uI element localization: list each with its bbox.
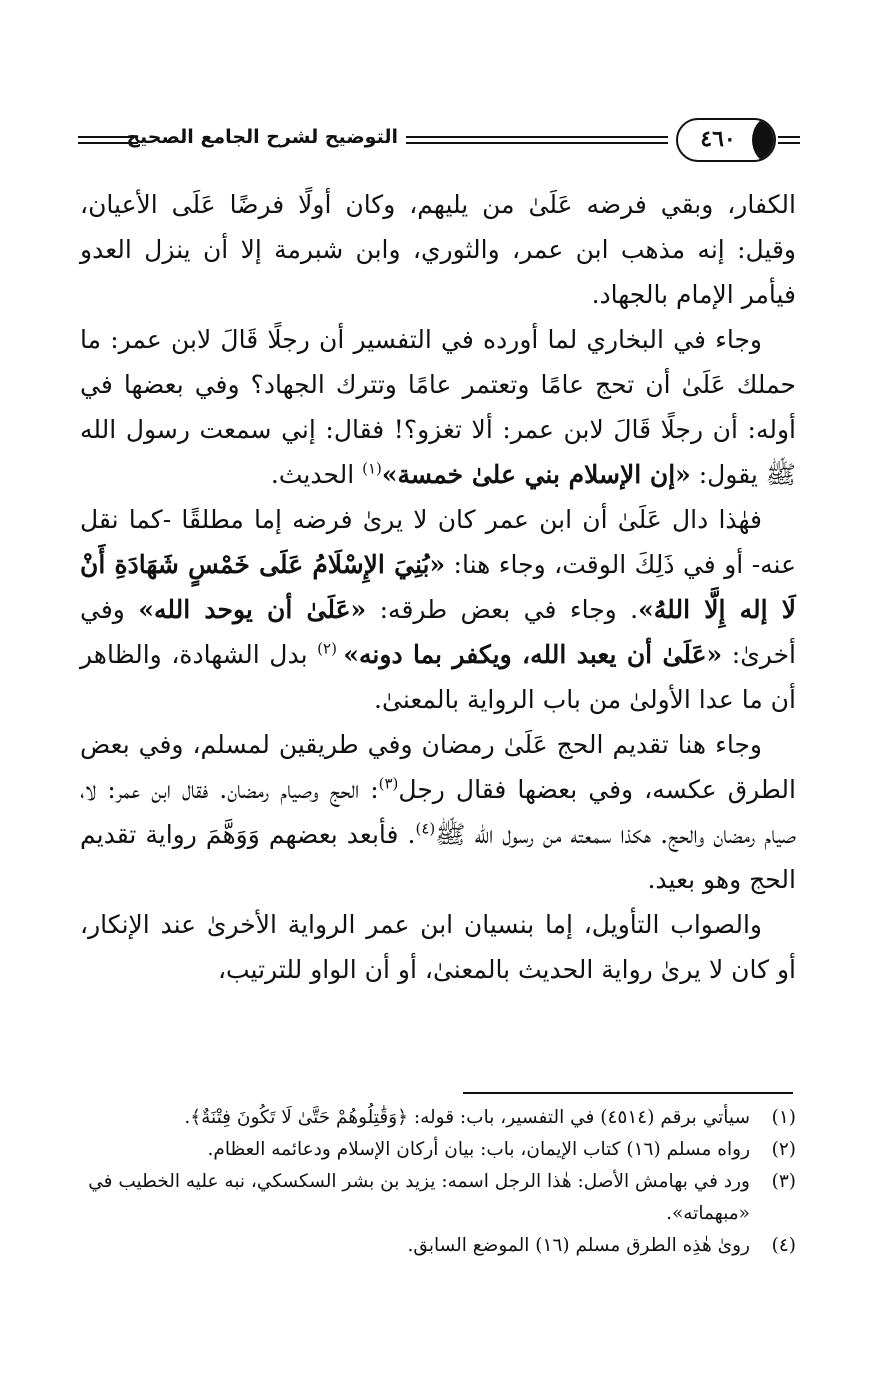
paragraph-3: [80, 497, 796, 722]
footnote-text: رواه مسلم (١٦) كتاب الإيمان، باب: بيان أركان الإسلام ودعائمه العظام.: [207, 1139, 750, 1160]
paragraph-2-text-b: الحديث.: [270, 460, 363, 489]
footnote-ref-4[interactable]: (٤): [415, 819, 436, 838]
hadith-quote-4: «عَلَىٰ أن يعبد الله، ويكفر بما دونه»: [343, 640, 723, 669]
paragraph-5: [80, 902, 796, 992]
main-text: [80, 182, 796, 992]
footnote-number: (٤): [771, 1235, 796, 1256]
paragraph-1: [80, 182, 796, 317]
footnote-text: سيأتي برقم (٤٥١٤) في التفسير، باب: قوله: ﴿وَقَٰتِلُوهُمْ حَتَّىٰ لَا تَكُونَ فِتْنَةٌ﴾.: [184, 1107, 750, 1128]
footnote-ref-3[interactable]: (٣): [378, 774, 399, 793]
footnote-4: [80, 1230, 796, 1262]
paragraph-4-text-a: وجاء هنا تقديم الحج عَلَىٰ رمضان وفي طريقين لمسلم، وفي بعض الطرق عكسه، وفي بعضها فقال رجل: [80, 730, 796, 804]
hadith-quote-1: «إن الإسلام بني علىٰ خمسة»: [381, 460, 691, 489]
page-number-badge: [676, 118, 776, 162]
footnote-separator: [463, 1092, 793, 1094]
footnote-2: [80, 1134, 796, 1166]
paragraph-3-text-b: . وجاء في بعض طرقه:: [366, 595, 639, 624]
footnote-1: [80, 1102, 796, 1134]
page-number: ٤٦٠: [700, 126, 736, 152]
paragraph-4-text-b: : الحج وصيام رمضان. فقال ابن عمر: لا، صيام رمضان والحج. هكذا سمعته من رسول الله ﷺ: [80, 775, 796, 849]
badge-ornament: [752, 118, 776, 162]
footnote-number: (١): [771, 1107, 796, 1128]
footnote-text: روىٰ هٰذِه الطرق مسلم (١٦) الموضع السابق.: [407, 1235, 750, 1256]
paragraph-3-text-d: بدل الشهادة، والظاهر أن ما عدا الأولىٰ من باب الرواية بالمعنىٰ.: [80, 640, 796, 714]
running-title: التوضيح لشرح الجامع الصحيح: [126, 126, 398, 148]
footnote-3: [80, 1166, 796, 1230]
paragraph-1-text: الكفار، وبقي فرضه عَلَىٰ من يليهم، وكان أولًا فرضًا عَلَى الأعيان، وقيل: إنه مذهب ابن عمر، والثوري، وابن شبرمة إلا أن ينزل العدو فيأمر الإمام بالجهاد.: [80, 190, 796, 309]
hadith-quote-3: «عَلَىٰ أن يوحد الله»: [138, 595, 367, 624]
paragraph-4: [80, 722, 796, 902]
footnote-number: (٢): [771, 1139, 796, 1160]
paragraph-4-text-c: . فأبعد بعضهم وَوَهَّمَ رواية تقديم الحج وهو بعيد.: [80, 820, 796, 894]
footnote-number: (٣): [771, 1171, 796, 1192]
hadith-quote-2: «بُنِيَ الإِسْلَامُ عَلَى خَمْسٍ شَهَادَةِ أَنْ لَا إله إِلَّا اللهُ»: [80, 550, 797, 624]
footnote-ref-1[interactable]: (١): [362, 459, 382, 478]
footnote-text: ورد في بهامش الأصل: هٰذا الرجل اسمه: يزيد بن بشر السكسكي، نبه عليه الخطيب في «مبهماته».: [88, 1171, 750, 1224]
paragraph-2-text-a: وجاء في البخاري لما أورده في التفسير أن رجلًا قَالَ لابن عمر: ما حملك عَلَىٰ أن تحج عامًا وتعتمر عامًا وتترك الجهاد؟ وفي بعضها في أوله: أن رجلًا قَالَ لابن عمر: ألا تغزو؟! فقال: إني سمعت رسول الله ﷺ يقول:: [80, 325, 796, 489]
header-rule-middle: [406, 136, 668, 144]
paragraph-3-text-a: فهٰذا دال عَلَىٰ أن ابن عمر كان لا يرىٰ فرضه إما مطلقًا -كما نقل عنه- أو في ذَلِكَ الوقت، وجاء هنا:: [80, 505, 797, 579]
paragraph-3-text-c: وفي أخرىٰ:: [80, 595, 796, 669]
page-header: [78, 118, 800, 162]
footnotes: [80, 1102, 796, 1262]
footnote-ref-2[interactable]: (٢): [317, 639, 344, 658]
paragraph-2: [80, 317, 796, 497]
header-rule-right: [778, 136, 800, 144]
paragraph-5-text: والصواب التأويل، إما بنسيان ابن عمر الرواية الأخرىٰ عند الإنكار، أو كان لا يرىٰ رواية الحديث بالمعنىٰ، أو أن الواو للترتيب،: [80, 910, 796, 984]
